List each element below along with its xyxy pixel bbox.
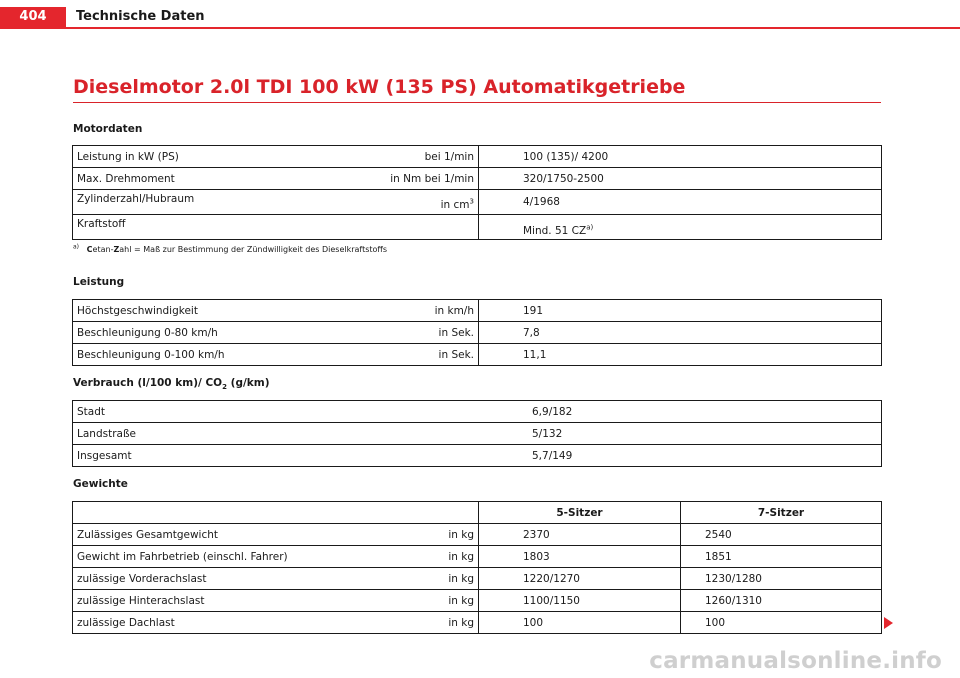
row-label: Max. Drehmoment bbox=[77, 172, 175, 185]
footnote bbox=[73, 245, 387, 254]
row-unit: in Nm bei 1/min bbox=[390, 172, 474, 185]
row-label: Stadt bbox=[73, 401, 522, 423]
table-row bbox=[73, 401, 882, 423]
table-row bbox=[73, 612, 882, 634]
row-value-5-sitzer: 1100/1150 bbox=[479, 590, 681, 612]
section-heading-gewichte: Gewichte bbox=[73, 478, 128, 490]
footnote-c: C bbox=[86, 245, 93, 254]
table-row bbox=[73, 590, 882, 612]
value-superscript: a) bbox=[586, 223, 594, 232]
row-label: Beschleunigung 0-100 km/h bbox=[77, 348, 225, 361]
row-value-5-sitzer: 1803 bbox=[479, 546, 681, 568]
table-row bbox=[73, 344, 882, 366]
row-value-7-sitzer: 1230/1280 bbox=[681, 568, 882, 590]
row-unit: in kg bbox=[448, 616, 474, 629]
row-value-5-sitzer: 1220/1270 bbox=[479, 568, 681, 590]
page-header bbox=[0, 0, 960, 30]
row-value: 191 bbox=[479, 300, 882, 322]
verbrauch-table bbox=[72, 400, 882, 467]
table-row bbox=[73, 215, 882, 240]
section-heading-leistung: Leistung bbox=[73, 276, 125, 288]
row-label: Höchstgeschwindigkeit bbox=[77, 304, 198, 317]
unit-superscript: 3 bbox=[469, 197, 474, 206]
footnote-z: Z bbox=[113, 245, 120, 254]
row-value: 7,8 bbox=[479, 322, 882, 344]
row-unit: in km/h bbox=[434, 304, 474, 317]
row-value: 4/1968 bbox=[479, 190, 882, 215]
row-unit: in Sek. bbox=[438, 348, 474, 361]
section-heading-motordaten: Motordaten bbox=[73, 123, 143, 135]
row-unit: in kg bbox=[448, 550, 474, 563]
row-unit: in kg bbox=[448, 594, 474, 607]
row-label: Zulässiges Gesamtgewicht bbox=[77, 528, 219, 541]
table-row bbox=[73, 168, 882, 190]
row-label: Zylinderzahl/Hubraum bbox=[77, 193, 195, 205]
row-label: Kraftstoff bbox=[77, 218, 126, 230]
column-header-5-sitzer: 5-Sitzer bbox=[479, 502, 681, 524]
motordaten-table bbox=[72, 145, 882, 240]
row-unit: bei 1/min bbox=[424, 150, 474, 163]
row-value: Mind. 51 CZ bbox=[523, 225, 587, 237]
header-rule bbox=[0, 27, 960, 29]
row-value: 100 (135)/ 4200 bbox=[479, 146, 882, 168]
row-label: zulässige Hinterachslast bbox=[77, 594, 205, 607]
table-row bbox=[73, 322, 882, 344]
row-value: 5/132 bbox=[521, 423, 882, 445]
triangle-right-icon[interactable] bbox=[884, 617, 893, 629]
page-number: 404 bbox=[0, 7, 66, 27]
table-row bbox=[73, 568, 882, 590]
row-value: 320/1750-2500 bbox=[479, 168, 882, 190]
row-label: Insgesamt bbox=[73, 445, 522, 467]
row-value-7-sitzer: 1851 bbox=[681, 546, 882, 568]
row-value-5-sitzer: 2370 bbox=[479, 524, 681, 546]
watermark: carmanualsonline.info bbox=[649, 648, 942, 674]
row-value-7-sitzer: 2540 bbox=[681, 524, 882, 546]
row-label: Landstraße bbox=[73, 423, 522, 445]
leistung-table bbox=[72, 299, 882, 366]
row-value: 11,1 bbox=[479, 344, 882, 366]
row-value-5-sitzer: 100 bbox=[479, 612, 681, 634]
row-value-7-sitzer: 1260/1310 bbox=[681, 590, 882, 612]
row-label: Gewicht im Fahrbetrieb (einschl. Fahrer) bbox=[77, 550, 288, 563]
row-unit: in Sek. bbox=[438, 326, 474, 339]
table-row bbox=[73, 524, 882, 546]
row-value: 5,7/149 bbox=[521, 445, 882, 467]
title-rule bbox=[73, 102, 881, 103]
footnote-text: ahl = Maß zur Bestimmung der Zündwilligkeit des Dieselkraftstoffs bbox=[119, 245, 388, 254]
table-row bbox=[73, 423, 882, 445]
table-row bbox=[73, 190, 882, 215]
footnote-c-rest: etan- bbox=[92, 245, 114, 254]
table-row bbox=[73, 146, 882, 168]
row-label: Beschleunigung 0-80 km/h bbox=[77, 326, 218, 339]
table-row bbox=[73, 300, 882, 322]
row-unit: in kg bbox=[448, 528, 474, 541]
table-row bbox=[73, 445, 882, 467]
gewichte-table bbox=[72, 501, 882, 634]
row-value-7-sitzer: 100 bbox=[681, 612, 882, 634]
table-header-row bbox=[73, 502, 882, 524]
column-header-7-sitzer: 7-Sitzer bbox=[681, 502, 882, 524]
row-value: 6,9/182 bbox=[521, 401, 882, 423]
row-label: zulässige Dachlast bbox=[77, 616, 175, 629]
row-label: zulässige Vorderachslast bbox=[77, 572, 207, 585]
header-title: Technische Daten bbox=[76, 9, 205, 24]
footnote-marker: a) bbox=[73, 243, 80, 251]
table-row bbox=[73, 546, 882, 568]
page-title: Dieselmotor 2.0l TDI 100 kW (135 PS) Automatikgetriebe bbox=[73, 76, 686, 98]
row-unit: in cm bbox=[440, 199, 470, 211]
row-label: Leistung in kW (PS) bbox=[77, 150, 179, 163]
section-heading-verbrauch: Verbrauch (l/100 km)/ $CO_2$ (g/km) bbox=[73, 377, 270, 392]
row-unit: in kg bbox=[448, 572, 474, 585]
